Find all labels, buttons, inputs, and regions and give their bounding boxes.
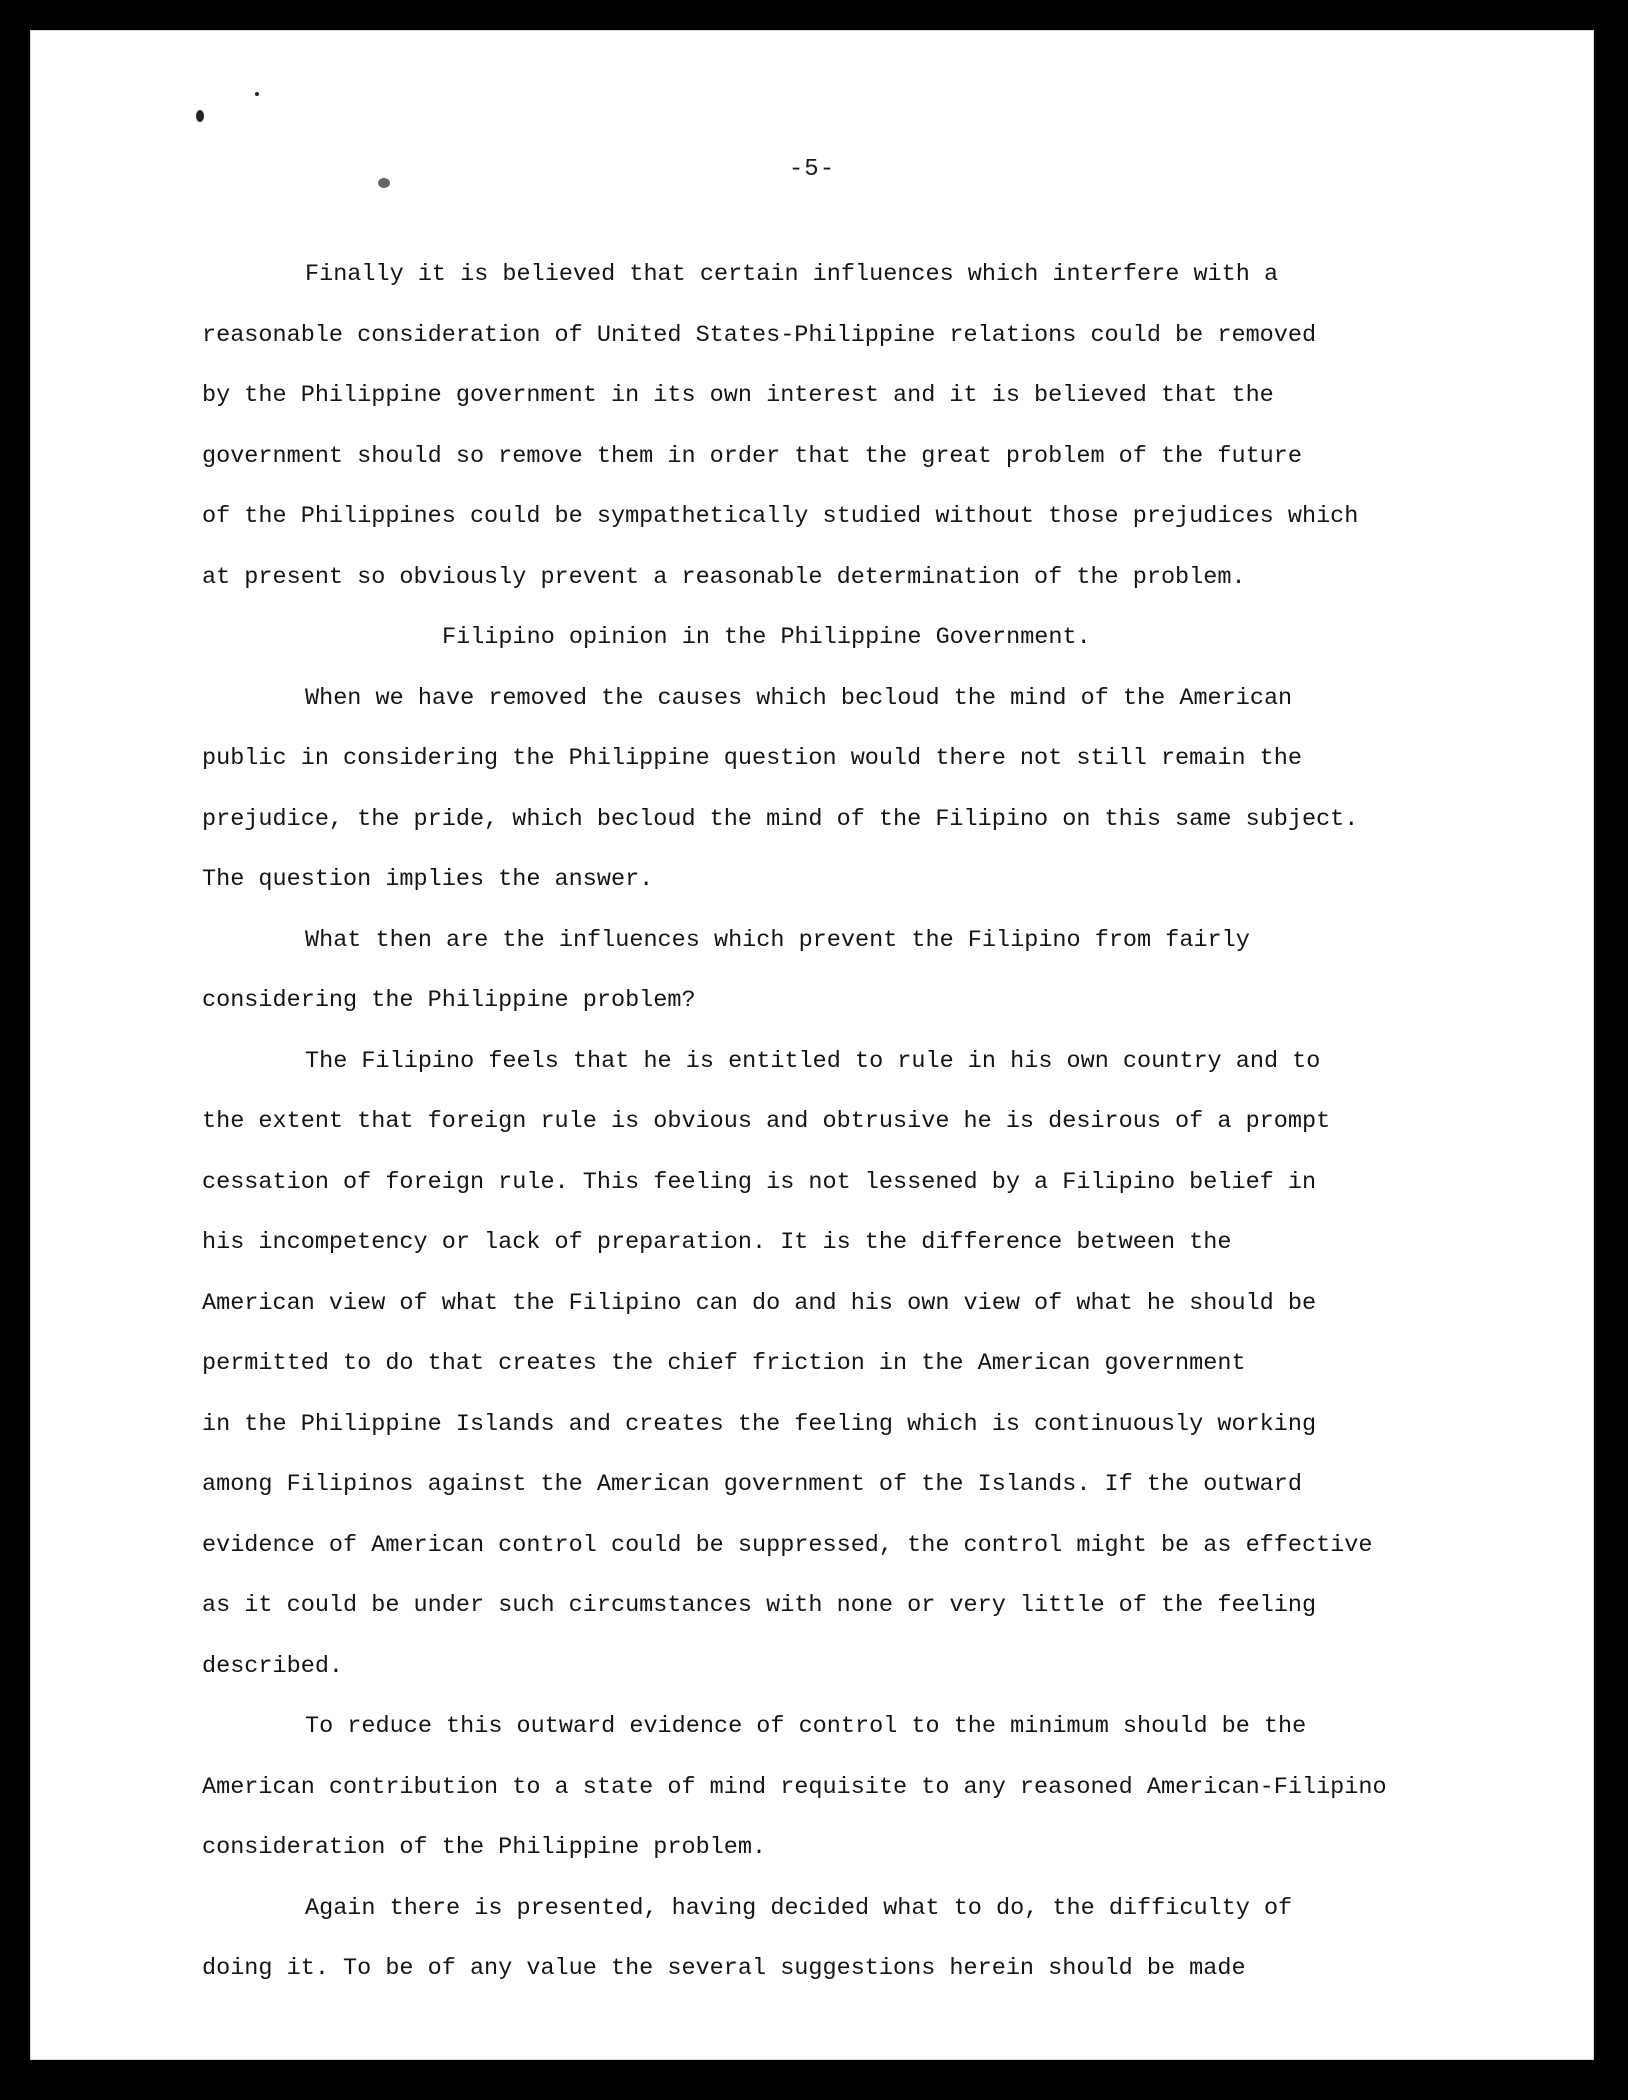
text-line: evidence of American control could be suppressed, the control might be as effective [202, 1531, 1373, 1559]
text-line: consideration of the Philippine problem. [202, 1834, 767, 1861]
text-line: among Filipinos against the American government of the Islands. If the outward [202, 1471, 1302, 1498]
text-line: doing it. To be of any value the several suggestions herein should be made [202, 1955, 1246, 1982]
section-heading: Filipino opinion in the Philippine Government. [442, 624, 1091, 651]
document-page [30, 30, 1594, 2060]
text-line: at present so obviously prevent a reasonable determination of the problem. [202, 563, 1246, 591]
text-line: as it could be under such circumstances with none or very little of the feeling [202, 1592, 1317, 1619]
text-line: What then are the influences which prevent the Filipino from fairly [305, 926, 1250, 954]
text-line: Again there is presented, having decided what to do, the difficulty of [305, 1894, 1293, 1922]
text-line: considering the Philippine problem? [202, 987, 696, 1014]
text-line: Finally it is believed that certain influences which interfere with a [305, 261, 1279, 288]
text-line: of the Philippines could be sympathetically studied without those prejudices which [202, 503, 1359, 530]
text-line: To reduce this outward evidence of control to the minimum should be the [305, 1713, 1307, 1740]
text-line: the extent that foreign rule is obvious and obtrusive he is desirous of a prompt [202, 1108, 1331, 1135]
text-line: American contribution to a state of mind requisite to any reasoned American-Filipino [202, 1773, 1387, 1801]
text-line: American view of what the Filipino can do and his own view of what he should be [202, 1289, 1317, 1317]
text-line: described. [202, 1652, 344, 1680]
page-number: -5- [788, 156, 836, 183]
text-line: The question implies the answer. [202, 866, 654, 893]
text-line: his incompetency or lack of preparation. It is the difference between the [202, 1229, 1232, 1256]
text-line: by the Philippine government in its own interest and it is believed that the [202, 382, 1274, 409]
text-line: public in considering the Philippine question would there not still remain the [202, 745, 1302, 772]
scan-speck [255, 92, 259, 96]
text-line: The Filipino feels that he is entitled to rule in his own country and to [305, 1047, 1321, 1075]
body-text [202, 245, 1522, 2000]
text-line: cessation of foreign rule. This feeling is not lessened by a Filipino belief in [202, 1168, 1317, 1196]
text-line: prejudice, the pride, which becloud the mind of the Filipino on this same subject. [202, 805, 1359, 833]
text-line: When we have removed the causes which becloud the mind of the American [305, 684, 1293, 712]
text-line: in the Philippine Islands and creates the feeling which is continuously working [202, 1410, 1317, 1438]
text-line: reasonable consideration of United States-Philippine relations could be removed [202, 321, 1317, 349]
scan-speck [196, 110, 204, 122]
text-line: government should so remove them in order that the great problem of the future [202, 442, 1302, 470]
text-line: permitted to do that creates the chief friction in the American government [202, 1350, 1246, 1377]
